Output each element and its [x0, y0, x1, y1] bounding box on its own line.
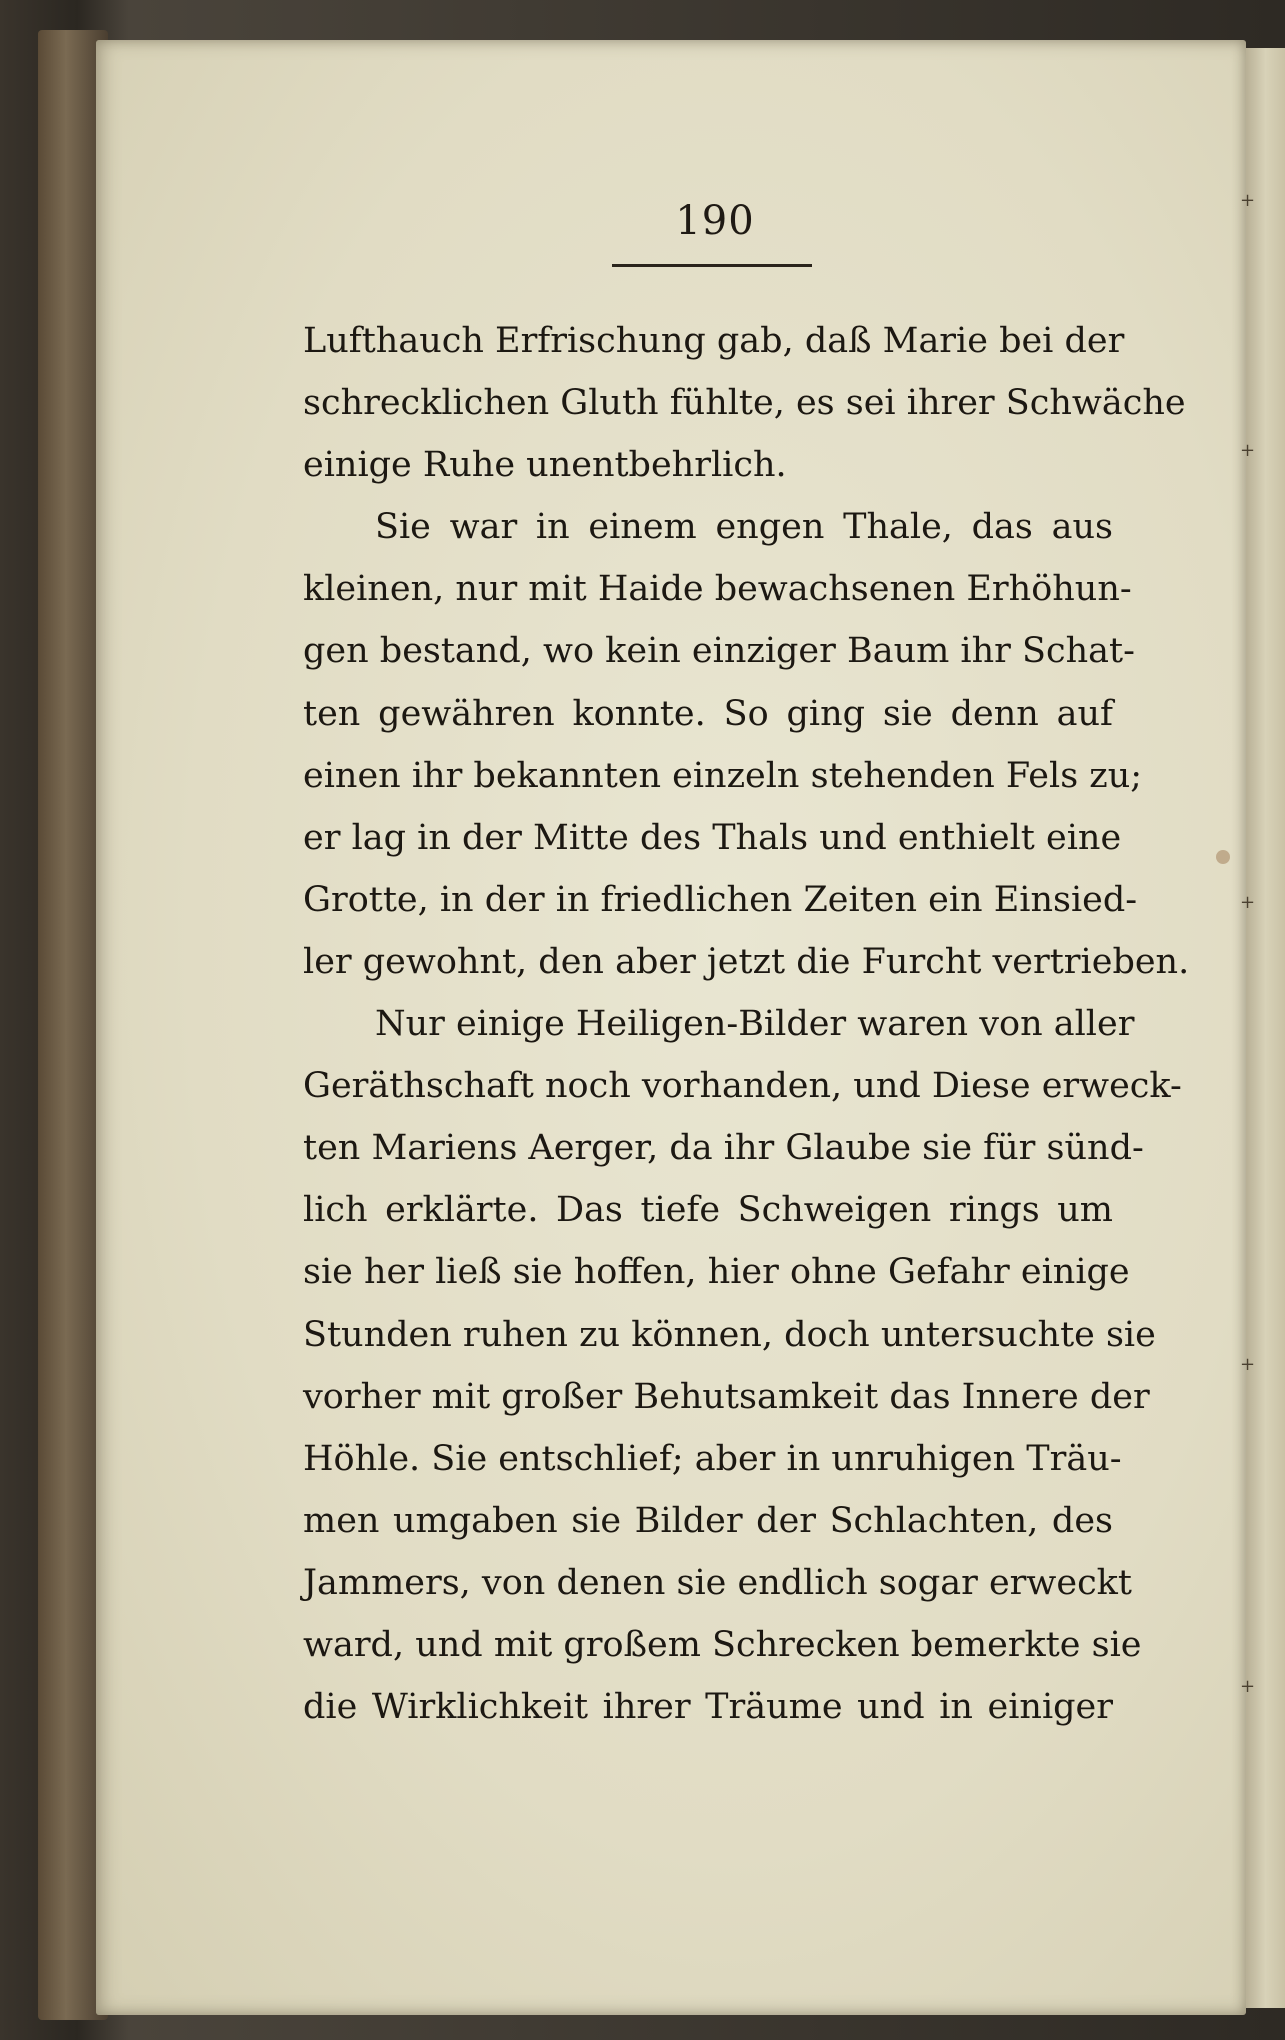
text-line: schrecklichen Gluth fühlte, es sei ihrer Schwäche — [303, 383, 1186, 424]
binding-stitch-icon: + — [1240, 1354, 1256, 1375]
binding-stitch-icon: + — [1240, 1676, 1256, 1697]
text-line: einige Ruhe unentbehrlich. — [303, 445, 787, 486]
text-line: men umgaben sie Bilder der Schlachten, des — [303, 1500, 1113, 1541]
text-line: Nur einige Heiligen-Bilder waren von aller — [375, 1004, 1135, 1045]
text-line: er lag in der Mitte des Thals und enthielt eine — [303, 817, 1122, 858]
page-number: 190 — [675, 198, 755, 244]
text-line: vorher mit großer Behutsamkeit das Innere der — [303, 1376, 1150, 1417]
header-rule — [612, 264, 812, 267]
text-line: einen ihr bekannten einzeln stehenden Fels zu; — [303, 755, 1143, 796]
next-page-edge — [1246, 48, 1285, 2008]
text-line: Lufthauch Erfrischung gab, daß Marie bei der — [303, 321, 1125, 361]
paper-stain — [1216, 850, 1230, 864]
text-line: die Wirklichkeit ihrer Träume und in einiger — [303, 1687, 1113, 1728]
text-line: ten gewähren konnte. So ging sie denn auf — [303, 693, 1113, 734]
body-text — [303, 310, 1190, 1738]
binding-stitch-icon: + — [1240, 190, 1256, 211]
text-line: lich erklärte. Das tiefe Schweigen rings um — [303, 1190, 1113, 1231]
text-line: ten Mariens Aerger, da ihr Glaube sie für sünd- — [303, 1128, 1144, 1169]
text-line: gen bestand, wo kein einziger Baum ihr Schat- — [303, 631, 1135, 672]
text-line: sie her ließ sie hoffen, hier ohne Gefahr einige — [303, 1252, 1130, 1293]
text-line: ler gewohnt, den aber jetzt die Furcht vertrieben. — [303, 941, 1190, 982]
text-line: Stunden ruhen zu können, doch untersuchte sie — [303, 1314, 1156, 1355]
text-line: ward, und mit großem Schrecken bemerkte sie — [303, 1624, 1142, 1665]
text-line: Sie war in einem engen Thale, das aus — [375, 507, 1113, 548]
text-line: Geräthschaft noch vorhanden, und Diese erweck- — [303, 1066, 1182, 1107]
text-line: kleinen, nur mit Haide bewachsenen Erhöhun- — [303, 569, 1132, 610]
text-line: Grotte, in der in friedlichen Zeiten ein Einsied- — [303, 879, 1138, 920]
text-line: Jammers, von denen sie endlich sogar erweckt — [303, 1562, 1132, 1603]
text-line: Höhle. Sie entschlief; aber in unruhigen Träu- — [303, 1438, 1122, 1479]
binding-stitch-icon: + — [1240, 440, 1256, 461]
binding-stitch-icon: + — [1240, 892, 1256, 913]
